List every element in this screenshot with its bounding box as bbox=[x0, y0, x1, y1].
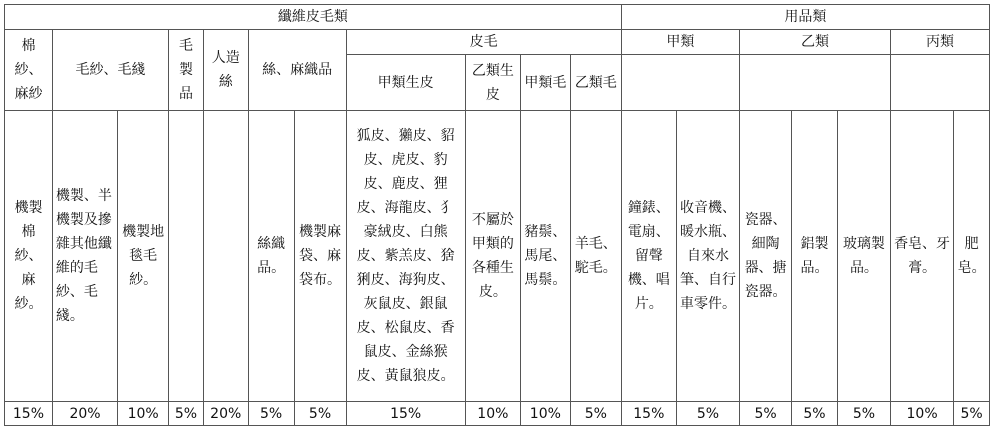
tax-rate-table bbox=[4, 4, 990, 426]
item-wool-products bbox=[169, 111, 204, 402]
rate-cell: 5% bbox=[740, 402, 792, 426]
fur-a-hair-header: 甲類毛 bbox=[520, 55, 570, 111]
fur-b-leather-header: 乙類生皮 bbox=[465, 55, 520, 111]
item-aluminum: 鋁製品。 bbox=[792, 111, 838, 402]
subgroup-wool-products: 毛製品 bbox=[169, 30, 204, 111]
class-c-blank bbox=[890, 55, 989, 111]
subgroup-class-a: 甲類 bbox=[621, 30, 739, 55]
rate-cell: 5% bbox=[248, 402, 294, 426]
subgroup-cotton: 棉紗、麻紗 bbox=[5, 30, 53, 111]
item-b-leather: 不屬於甲類的各種生皮。 bbox=[465, 111, 520, 402]
rate-cell: 10% bbox=[465, 402, 520, 426]
rate-cell: 5% bbox=[837, 402, 890, 426]
item-soap-toothpaste: 香皂、牙膏。 bbox=[890, 111, 953, 402]
subgroup-wool: 毛紗、毛綫 bbox=[52, 30, 168, 111]
rate-cell: 5% bbox=[294, 402, 346, 426]
rate-cell: 5% bbox=[676, 402, 739, 426]
item-machine-sacks: 機製麻袋、麻袋布。 bbox=[294, 111, 346, 402]
item-porcelain: 瓷器、細陶器、搪瓷器。 bbox=[740, 111, 792, 402]
subgroup-class-b: 乙類 bbox=[740, 30, 891, 55]
item-b-hair: 羊毛、駝毛。 bbox=[570, 111, 621, 402]
rate-cell: 20% bbox=[52, 402, 117, 426]
item-radio: 收音機、暖水瓶、自來水筆、自行車零件。 bbox=[676, 111, 739, 402]
rate-cell: 15% bbox=[5, 402, 53, 426]
item-glass: 玻璃製品。 bbox=[837, 111, 890, 402]
item-a-hair: 豬鬃、馬尾、馬鬃。 bbox=[520, 111, 570, 402]
item-machine-carpet: 機製地毯毛紗。 bbox=[118, 111, 169, 402]
fur-a-leather-header: 甲類生皮 bbox=[346, 55, 465, 111]
subgroup-fur: 皮毛 bbox=[346, 30, 621, 55]
rate-cell: 10% bbox=[520, 402, 570, 426]
rate-cell: 5% bbox=[954, 402, 990, 426]
group-header-goods: 用品類 bbox=[621, 5, 989, 30]
rate-cell: 15% bbox=[346, 402, 465, 426]
subgroup-class-c: 丙類 bbox=[890, 30, 989, 55]
group-header-fiber: 纖維皮毛類 bbox=[5, 5, 622, 30]
item-soap: 肥皂。 bbox=[954, 111, 990, 402]
fur-b-hair-header: 乙類毛 bbox=[570, 55, 621, 111]
class-a-blank bbox=[621, 55, 739, 111]
item-machine-cotton: 機製棉紗、麻紗。 bbox=[5, 111, 53, 402]
rate-cell: 15% bbox=[621, 402, 676, 426]
rate-cell: 10% bbox=[890, 402, 953, 426]
item-silk-fabric: 絲織品。 bbox=[248, 111, 294, 402]
rate-cell: 10% bbox=[118, 402, 169, 426]
rate-cell: 5% bbox=[570, 402, 621, 426]
subgroup-rayon: 人造絲 bbox=[203, 30, 248, 111]
rate-cell: 5% bbox=[169, 402, 204, 426]
item-a-leather-list: 狐皮、獺皮、貂 皮、虎皮、豹 皮、鹿皮、狸 皮、海龍皮、犭 豪絨皮、白熊 皮、紫羔皮、猞 猁皮、海狗皮、 灰鼠皮、銀鼠 皮、松鼠皮、香 鼠皮、金絲猴 皮、黃鼠狼皮。 bbox=[346, 111, 465, 402]
item-clocks: 鐘錶、電扇、留聲機、唱片。 bbox=[621, 111, 676, 402]
item-mixed-wool: 機製、半機製及摻雜其他纖維的毛紗、毛綫。 bbox=[52, 111, 117, 402]
subgroup-silk-linen: 絲、麻織品 bbox=[248, 30, 346, 111]
item-rayon bbox=[203, 111, 248, 402]
rate-cell: 5% bbox=[792, 402, 838, 426]
class-b-blank bbox=[740, 55, 891, 111]
rate-cell: 20% bbox=[203, 402, 248, 426]
